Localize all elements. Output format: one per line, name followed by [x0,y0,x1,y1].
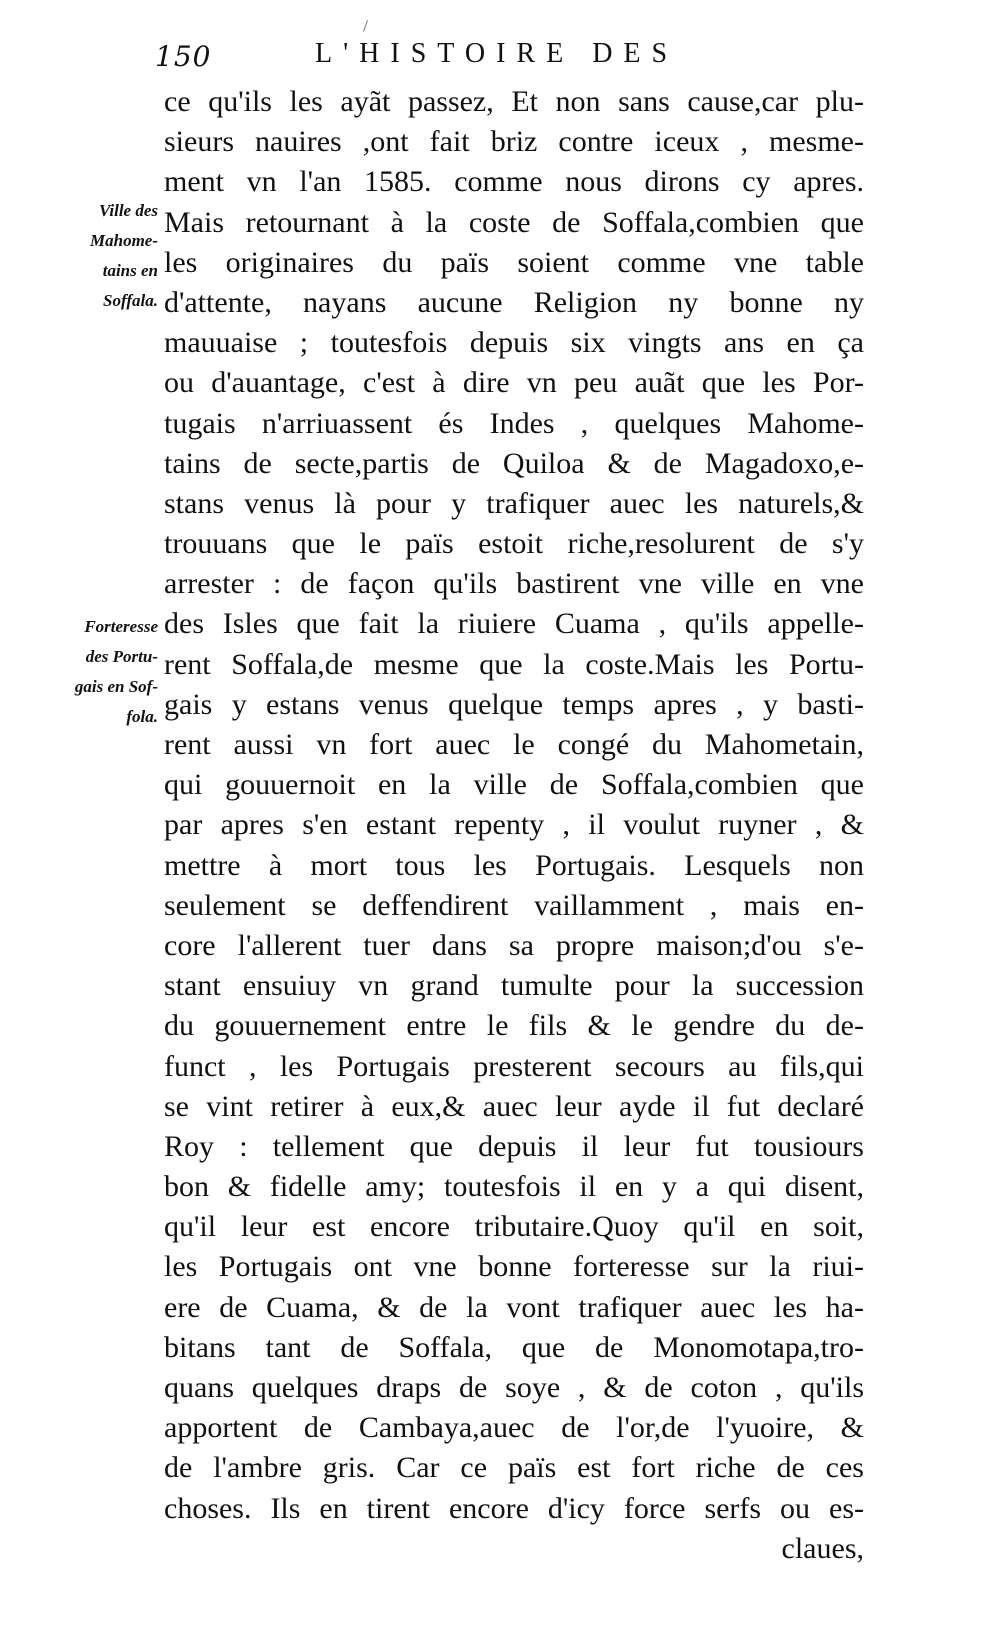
text-line: seulement se deffendirent vaillamment , mais en- [164,888,864,922]
text-line: gais y estans venus quelque temps apres , y basti- [164,687,864,721]
text-line: bon & fidelle amy; toutesfois il en y a qui disent, [164,1170,864,1204]
margin-note-line: des Portu- [85,647,158,666]
text-line: ce qu'ils les ayãt passez, Et non sans cause,car plu- [164,85,864,118]
text-line: sieurs nauires ,ont fait briz contre iceux , mesme- [164,125,864,159]
text-line: qui gouuernoit en la ville de Soffala,combien que [164,768,864,802]
text-line: tugais n'arriuassent és Indes , quelques Mahome- [164,406,864,440]
running-title: L'HISTOIRE DES [315,38,679,69]
margin-note-ville-des-mahometains [30,196,158,316]
margin-note-line: Forteresse [84,617,158,636]
page-number: 150 [155,40,212,73]
margin-note-line: fola. [126,707,158,726]
margin-note-line: Ville des [98,201,158,220]
text-line: quans quelques draps de soye , & de coton , qu'ils [164,1371,864,1404]
text-line: d'attente, nayans aucune Religion ny bonne ny [164,285,864,319]
text-line: du gouuernement entre le fils & le gendre du de- [164,1009,864,1043]
text-line: tains de secte,partis de Quiloa & de Magadoxo,e- [164,446,864,480]
text-line: les Portugais ont vne bonne forteresse sur la riui- [164,1250,864,1284]
text-line: bitans tant de Soffala, que de Monomotapa,tro- [164,1330,864,1364]
text-line: core l'allerent tuer dans sa propre maison;d'ou s'e- [164,928,864,962]
margin-note-forteresse-des-portugais [30,612,158,732]
text-line: stant ensuiuy vn grand tumulte pour la succession [164,969,864,1003]
text-line: mettre à mort tous les Portugais. Lesquels non [164,848,864,882]
text-line: se vint retirer à eux,& auec leur ayde il fut declaré [164,1089,864,1123]
text-line: trouuans que le païs estoit riche,resolurent de s'y [164,527,864,561]
text-line: les originaires du païs soient comme vne table [164,245,864,279]
text-line: qu'il leur est encore tributaire.Quoy qu'il en soit, [164,1210,864,1244]
text-line: arrester : de façon qu'ils bastirent vne ville en vne [164,567,864,601]
margin-note-line: Mahome- [90,231,158,250]
text-line: par apres s'en estant repenty , il voulut ruyner , & [164,808,864,842]
text-line: apportent de Cambaya,auec de l'or,de l'yuoire, & [164,1411,864,1445]
text-line: de l'ambre gris. Car ce païs est fort riche de ces [164,1451,864,1485]
text-line: funct , les Portugais presterent secours au fils,qui [164,1049,864,1083]
text-line: Mais retournant à la coste de Soffala,combien que [164,205,864,239]
margin-note-line: tains en [102,261,158,280]
text-line: rent aussi vn fort auec le congé du Mahometain, [164,728,864,761]
page-header [155,38,755,78]
text-line: ment vn l'an 1585. comme nous dirons cy apres. [164,165,864,199]
catchword-line: claues, [781,1531,864,1565]
margin-note-line: gais en Sof- [74,677,158,696]
body-text [164,82,864,1569]
text-line: des Isles que fait la riuiere Cuama , qu'ils appelle- [164,607,864,641]
margin-note-line: Soffala. [103,291,158,310]
text-line: choses. Ils en tirent encore d'icy force serfs ou es- [164,1491,864,1525]
text-line: ou d'auantage, c'est à dire vn peu auãt que les Por- [164,366,864,400]
text-line: Roy : tellement que depuis il leur fut tousiours [164,1129,864,1163]
text-line: rent Soffala,de mesme que la coste.Mais les Portu- [164,647,864,681]
text-line: ere de Cuama, & de la vont trafiquer auec les ha- [164,1290,864,1324]
text-line: stans venus là pour y trafiquer auec les naturels,& [164,486,864,520]
print-mark [363,20,368,32]
text-line: mauuaise ; toutesfois depuis six vingts ans en ça [164,326,864,360]
